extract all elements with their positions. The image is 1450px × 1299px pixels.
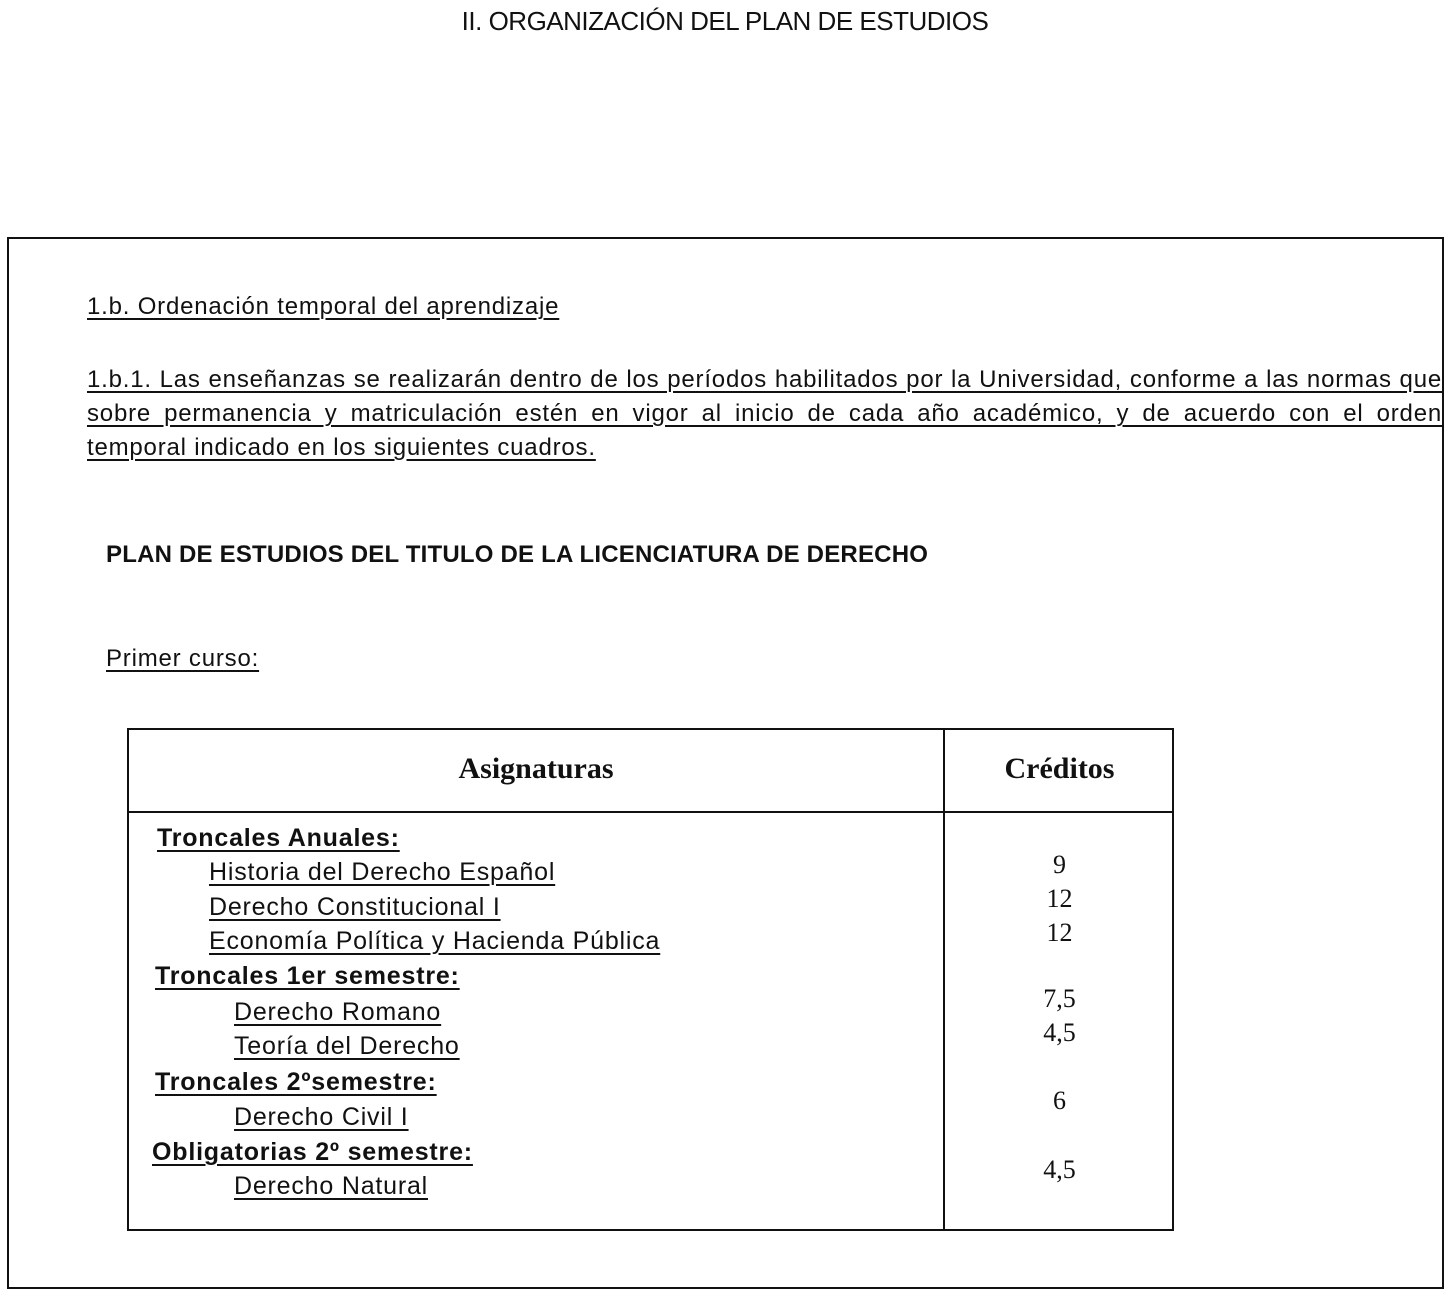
course-label: Primer curso: (106, 645, 260, 672)
plan-title: PLAN DE ESTUDIOS DEL TITULO DE LA LICENCIATURA DE DERECHO (106, 541, 929, 568)
content-frame (7, 237, 1444, 1289)
subjects-table (127, 728, 1174, 1231)
subject-derecho-civil-i: Derecho Civil I (234, 1103, 409, 1131)
credits-derecho-constitucional-i: 12 (1046, 884, 1073, 913)
group-label-troncales-2-semestre: Troncales 2ºsemestre: (155, 1068, 437, 1096)
group-label-obligatorias-2-semestre: Obligatorias 2º semestre: (152, 1138, 473, 1166)
header-credits: Créditos (1004, 752, 1115, 785)
credits-historia-derecho-espanol: 9 (1053, 850, 1066, 879)
subject-derecho-constitucional-i: Derecho Constitucional I (209, 893, 501, 921)
section-paragraph: 1.b.1. Las enseñanzas se realizarán dentro de los períodos habilitados por la Universidad, conforme a las normas que sobre permanencia y matriculación estén en vigor al inicio de cada año académico, y de acuerdo con el orden temporal indicado en los siguientes cuadros. (87, 366, 1442, 461)
credits-derecho-civil-i: 6 (1053, 1086, 1066, 1115)
group-label-troncales-1er-semestre: Troncales 1er semestre: (155, 962, 460, 990)
section-title: 1.b. Ordenación temporal del aprendizaje (87, 293, 560, 320)
table-header-divider (129, 811, 1172, 813)
credits-economia-politica: 12 (1046, 918, 1073, 947)
header-subjects: Asignaturas (458, 752, 614, 785)
subject-derecho-romano: Derecho Romano (234, 998, 442, 1026)
credits-derecho-natural: 4,5 (1043, 1155, 1076, 1184)
credits-teoria-del-derecho: 4,5 (1043, 1018, 1076, 1047)
subject-teoria-del-derecho: Teoría del Derecho (234, 1032, 460, 1060)
group-label-troncales-anuales: Troncales Anuales: (157, 824, 400, 852)
subject-derecho-natural: Derecho Natural (234, 1172, 429, 1200)
subject-historia-derecho-espanol: Historia del Derecho Español (209, 858, 556, 886)
page-header-title: II. ORGANIZACIÓN DEL PLAN DE ESTUDIOS (461, 6, 989, 36)
subject-economia-politica: Economía Política y Hacienda Pública (209, 927, 661, 955)
credits-derecho-romano: 7,5 (1043, 984, 1076, 1013)
